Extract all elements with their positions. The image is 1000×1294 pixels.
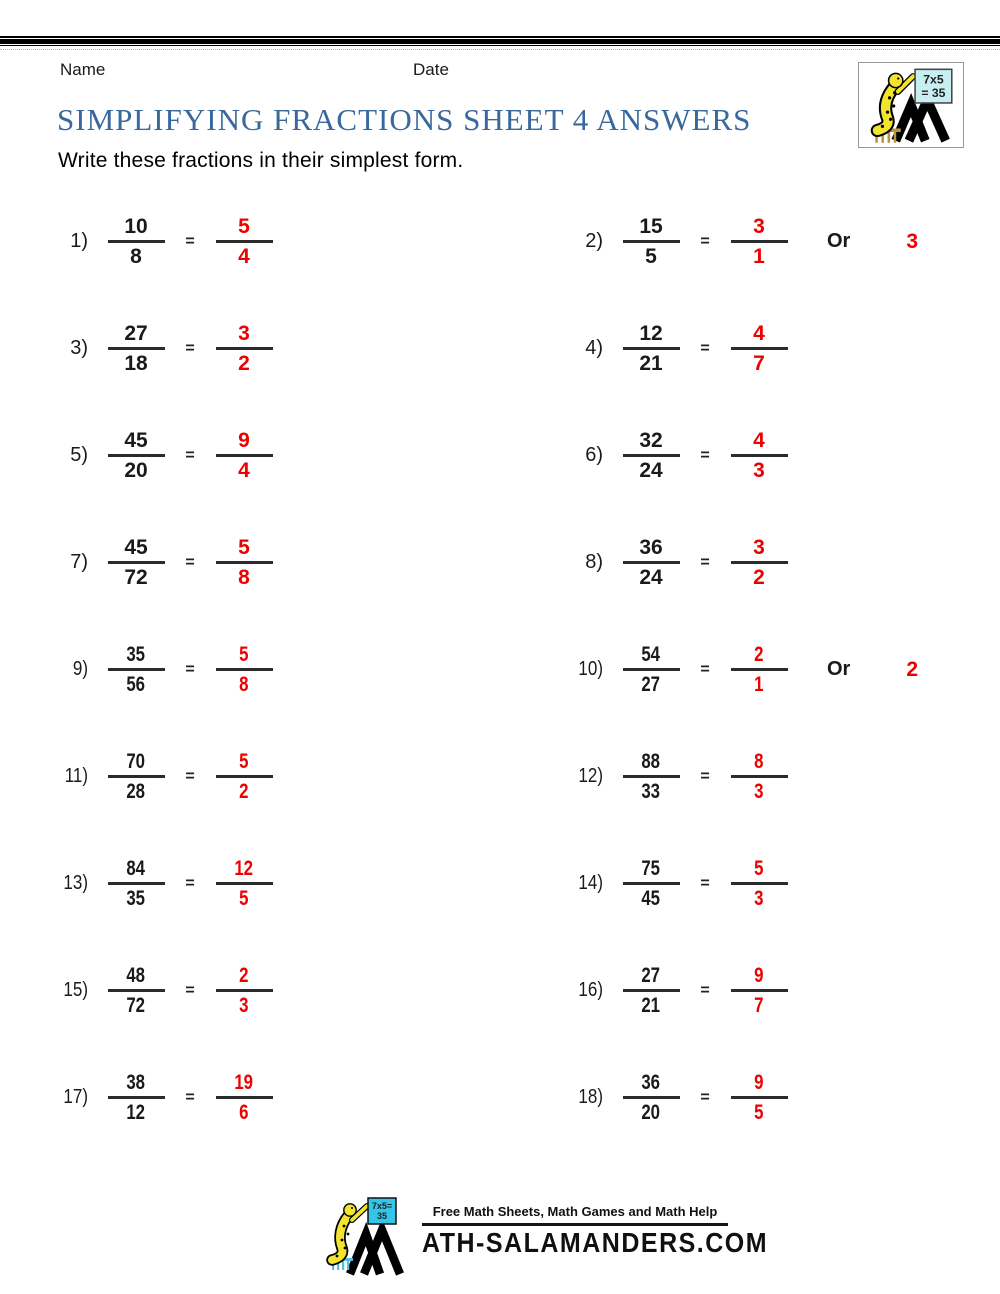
answer-fraction-bar — [216, 347, 273, 350]
problem-number: 16) — [578, 979, 603, 1001]
question-fraction — [104, 322, 168, 375]
footer-rule — [422, 1223, 728, 1226]
numerator: 10 — [124, 215, 148, 238]
denominator: 21 — [639, 352, 663, 375]
footer-text-block — [422, 1196, 769, 1259]
answer-numerator: 5 — [238, 536, 250, 559]
answer-numerator: 5 — [239, 750, 249, 773]
problem-number: 2) — [585, 230, 603, 252]
answer-denominator: 3 — [239, 994, 249, 1017]
denominator: 20 — [124, 459, 148, 482]
question-fraction — [619, 429, 683, 482]
instructions-text: Write these fractions in their simplest form. — [58, 149, 464, 172]
whole-number-answer: 3 — [906, 229, 919, 253]
answer-numerator: 2 — [239, 964, 249, 987]
answer-denominator: 3 — [754, 887, 764, 910]
answer-fraction-bar — [731, 989, 788, 992]
problem-row — [40, 215, 555, 268]
answer-fraction — [212, 750, 276, 803]
denominator: 24 — [639, 566, 663, 589]
question-fraction — [104, 536, 168, 589]
answer-fraction — [727, 750, 791, 803]
answer-fraction — [727, 1071, 791, 1124]
answer-fraction-bar — [216, 1096, 273, 1099]
answer-denominator: 2 — [753, 566, 765, 589]
problem-row — [555, 964, 1000, 1017]
question-fraction — [104, 964, 168, 1017]
answer-fraction — [727, 643, 791, 696]
numerator: 75 — [641, 857, 661, 880]
denominator: 33 — [641, 780, 661, 803]
problem-number: 3) — [70, 337, 88, 359]
answer-numerator: 5 — [754, 857, 764, 880]
corner-logo — [858, 62, 964, 148]
numerator: 35 — [126, 643, 146, 666]
equals-sign: = — [700, 232, 710, 250]
answer-numerator: 9 — [754, 1071, 764, 1094]
denominator: 72 — [124, 566, 148, 589]
fraction-bar — [108, 454, 165, 457]
page-title: SIMPLIFYING FRACTIONS SHEET 4 ANSWERS — [57, 102, 752, 137]
footer-tagline: Free Math Sheets, Math Games and Math Help — [432, 1204, 718, 1219]
answer-fraction-bar — [216, 240, 273, 243]
fraction-bar — [108, 882, 165, 885]
answer-fraction — [212, 536, 276, 589]
question-fraction — [619, 215, 683, 268]
fraction-bar — [108, 347, 165, 350]
question-fraction — [619, 750, 683, 803]
answer-denominator: 1 — [754, 673, 764, 696]
question-fraction — [104, 857, 168, 910]
equals-sign: = — [185, 339, 195, 357]
footer-board-icon — [368, 1198, 396, 1224]
fraction-bar — [108, 561, 165, 564]
answer-denominator: 4 — [238, 245, 250, 268]
answer-denominator: 8 — [239, 673, 249, 696]
m-logo-icon — [896, 100, 946, 141]
fraction-bar — [108, 989, 165, 992]
problem-number: 4) — [585, 337, 603, 359]
top-border-dotted-rule — [0, 49, 1000, 50]
question-fraction — [104, 429, 168, 482]
equals-sign: = — [185, 767, 195, 785]
problem-row — [40, 964, 555, 1017]
date-label: Date — [413, 60, 449, 79]
question-fraction — [104, 215, 168, 268]
question-fraction — [619, 964, 683, 1017]
answer-numerator: 2 — [754, 643, 764, 666]
or-label: Or — [827, 230, 851, 252]
question-fraction — [104, 750, 168, 803]
numerator: 84 — [126, 857, 146, 880]
equals-sign: = — [700, 767, 710, 785]
answer-fraction — [727, 964, 791, 1017]
answer-fraction-bar — [216, 561, 273, 564]
question-fraction — [104, 1071, 168, 1124]
equals-sign: = — [185, 232, 195, 250]
answer-numerator: 3 — [238, 322, 250, 345]
footer-brand: ATH-SALAMANDERS.COM — [422, 1228, 769, 1259]
answer-fraction-bar — [216, 989, 273, 992]
question-fraction — [104, 643, 168, 696]
problem-row — [40, 536, 555, 589]
answer-fraction — [212, 857, 276, 910]
footer-board-line2: 35 — [376, 1211, 388, 1221]
or-group — [827, 658, 918, 682]
problem-number: 10) — [578, 658, 603, 680]
fraction-bar — [623, 668, 680, 671]
problem-number: 18) — [578, 1086, 603, 1108]
answer-denominator: 1 — [753, 245, 765, 268]
answer-numerator: 4 — [753, 322, 765, 345]
numerator: 45 — [124, 536, 148, 559]
answer-fraction-bar — [731, 240, 788, 243]
denominator: 35 — [126, 887, 146, 910]
answer-denominator: 7 — [753, 352, 765, 375]
problem-number: 13) — [63, 872, 88, 894]
answer-numerator: 5 — [239, 643, 249, 666]
problem-number: 9) — [72, 658, 88, 680]
fraction-bar — [623, 775, 680, 778]
problem-row — [40, 322, 555, 375]
denominator: 72 — [126, 994, 146, 1017]
answer-fraction-bar — [731, 1096, 788, 1099]
numerator: 54 — [641, 643, 661, 666]
answer-numerator: 9 — [238, 429, 250, 452]
question-fraction — [619, 1071, 683, 1124]
denominator: 24 — [639, 459, 663, 482]
equals-sign: = — [700, 1088, 710, 1106]
numerator: 36 — [641, 1071, 661, 1094]
answer-fraction-bar — [731, 668, 788, 671]
answer-numerator: 9 — [754, 964, 764, 987]
fraction-bar — [623, 989, 680, 992]
equals-sign: = — [185, 553, 195, 571]
answer-fraction — [727, 536, 791, 589]
answer-denominator: 5 — [239, 887, 249, 910]
numerator: 32 — [639, 429, 663, 452]
question-fraction — [619, 322, 683, 375]
question-fraction — [619, 536, 683, 589]
answer-numerator: 3 — [753, 536, 765, 559]
denominator: 21 — [641, 994, 661, 1017]
answer-numerator: 3 — [753, 215, 765, 238]
problem-number: 1) — [70, 230, 88, 252]
fraction-bar — [623, 454, 680, 457]
numerator: 27 — [124, 322, 148, 345]
answer-denominator: 4 — [238, 459, 250, 482]
denominator: 45 — [641, 887, 661, 910]
numerator: 38 — [126, 1071, 146, 1094]
denominator: 5 — [645, 245, 657, 268]
answer-fraction — [727, 215, 791, 268]
answer-denominator: 2 — [239, 780, 249, 803]
problem-number: 5) — [70, 444, 88, 466]
equals-sign: = — [185, 1088, 195, 1106]
problem-row — [555, 643, 1000, 696]
fraction-bar — [108, 240, 165, 243]
numerator: 12 — [639, 322, 663, 345]
fraction-bar — [623, 1096, 680, 1099]
numerator: 27 — [641, 964, 661, 987]
answer-numerator: 5 — [238, 215, 250, 238]
answer-fraction — [212, 643, 276, 696]
top-border-rule — [0, 36, 1000, 46]
answer-denominator: 8 — [238, 566, 250, 589]
problem-number: 14) — [578, 872, 603, 894]
problem-number: 8) — [585, 551, 603, 573]
answer-denominator: 3 — [753, 459, 765, 482]
equals-sign: = — [700, 553, 710, 571]
problem-number: 6) — [585, 444, 603, 466]
answer-fraction — [212, 322, 276, 375]
question-fraction — [619, 857, 683, 910]
problem-row — [40, 857, 555, 910]
problem-row — [555, 1071, 1000, 1124]
equals-sign: = — [185, 981, 195, 999]
name-label: Name — [60, 60, 106, 79]
footer-board-line1: 7x5= — [371, 1201, 393, 1211]
answer-denominator: 6 — [239, 1101, 249, 1124]
answer-fraction — [212, 964, 276, 1017]
answer-fraction-bar — [731, 347, 788, 350]
problem-number: 11) — [64, 765, 88, 787]
equals-sign: = — [700, 446, 710, 464]
answer-numerator: 4 — [753, 429, 765, 452]
equals-sign: = — [700, 339, 710, 357]
answer-denominator: 7 — [754, 994, 764, 1017]
answer-fraction-bar — [731, 775, 788, 778]
numerator: 48 — [126, 964, 146, 987]
answer-fraction — [727, 429, 791, 482]
fraction-bar — [623, 240, 680, 243]
footer-logo-graphic — [322, 1196, 420, 1276]
problem-row — [555, 536, 1000, 589]
answer-fraction-bar — [216, 882, 273, 885]
equals-sign: = — [700, 660, 710, 678]
corner-logo-graphic — [859, 63, 963, 147]
fraction-bar — [108, 1096, 165, 1099]
numerator: 45 — [124, 429, 148, 452]
denominator: 56 — [126, 673, 146, 696]
answer-fraction — [727, 857, 791, 910]
answer-denominator: 3 — [754, 780, 764, 803]
problem-row — [555, 322, 1000, 375]
or-label: Or — [827, 658, 851, 680]
numerator: 15 — [639, 215, 663, 238]
answer-fraction-bar — [216, 454, 273, 457]
answer-fraction-bar — [216, 775, 273, 778]
answer-numerator: 12 — [234, 857, 254, 880]
problem-number: 17) — [63, 1086, 88, 1108]
denominator: 20 — [641, 1101, 661, 1124]
footer — [322, 1196, 769, 1276]
answer-denominator: 5 — [754, 1101, 764, 1124]
numerator: 70 — [126, 750, 146, 773]
denominator: 27 — [641, 673, 661, 696]
answer-fraction-bar — [731, 561, 788, 564]
equals-sign: = — [185, 874, 195, 892]
answer-fraction — [212, 1071, 276, 1124]
question-fraction — [619, 643, 683, 696]
answer-fraction — [727, 322, 791, 375]
answer-fraction — [212, 429, 276, 482]
or-group — [827, 230, 918, 254]
board-line1: 7x5 — [923, 72, 944, 87]
problem-row — [555, 429, 1000, 482]
fraction-bar — [108, 668, 165, 671]
fraction-bar — [623, 347, 680, 350]
denominator: 8 — [130, 245, 142, 268]
problem-number: 15) — [63, 979, 88, 1001]
problem-row — [40, 643, 555, 696]
problem-row — [40, 429, 555, 482]
whole-number-answer: 2 — [906, 657, 919, 681]
problem-row — [555, 750, 1000, 803]
denominator: 18 — [124, 352, 148, 375]
board-line2: = 35 — [921, 85, 946, 100]
problem-row — [555, 215, 1000, 268]
equals-sign: = — [700, 874, 710, 892]
answer-fraction-bar — [731, 454, 788, 457]
numerator: 36 — [639, 536, 663, 559]
equals-sign: = — [185, 660, 195, 678]
answer-denominator: 2 — [238, 352, 250, 375]
answer-fraction-bar — [216, 668, 273, 671]
footer-m-icon — [350, 1230, 400, 1274]
multiplication-board-icon — [915, 69, 952, 103]
answer-fraction — [212, 215, 276, 268]
answer-numerator: 8 — [754, 750, 764, 773]
answer-numerator: 19 — [234, 1071, 254, 1094]
problem-number: 12) — [578, 765, 603, 787]
problem-row — [40, 750, 555, 803]
problem-row — [555, 857, 1000, 910]
numerator: 88 — [641, 750, 661, 773]
denominator: 28 — [126, 780, 146, 803]
fraction-bar — [623, 561, 680, 564]
problem-row — [40, 1071, 555, 1124]
denominator: 12 — [126, 1101, 146, 1124]
equals-sign: = — [700, 981, 710, 999]
equals-sign: = — [185, 446, 195, 464]
problems-grid — [40, 188, 1000, 1151]
fraction-bar — [108, 775, 165, 778]
fraction-bar — [623, 882, 680, 885]
answer-fraction-bar — [731, 882, 788, 885]
problem-number: 7) — [70, 551, 88, 573]
